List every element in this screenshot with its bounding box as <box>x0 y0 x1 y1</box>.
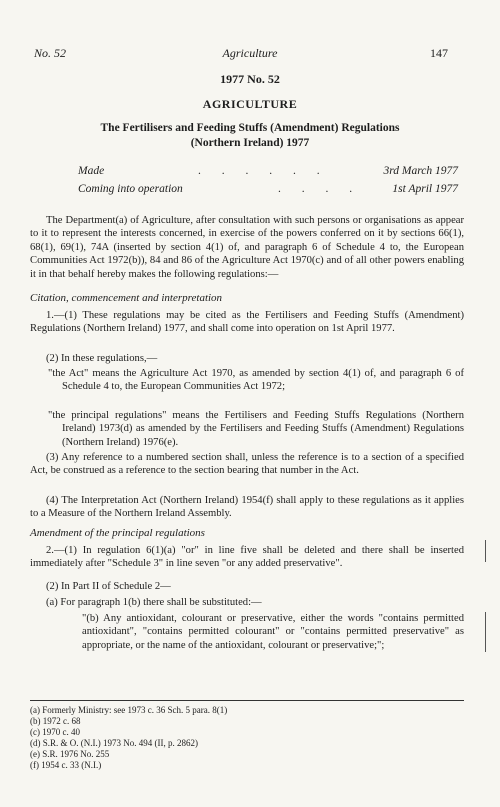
regulation-1-4: (4) The Interpretation Act (Northern Ireland) 1954(f) shall apply to these regulations as it applies to a Measure of the Northern Ireland Assembly. <box>30 495 464 520</box>
header-subject: Agriculture <box>222 46 278 60</box>
section-heading-citation: Citation, commencement and interpretation <box>30 292 223 304</box>
title-line-1: The Fertilisers and Feeding Stuffs (Amendment) Regulations <box>100 122 400 134</box>
definition-the-act <box>48 367 464 394</box>
definition-principal-regulations-text: "the principal regulations" means the Fertilisers and Feeding Stuffs Regulations (Northern Ireland) 1973(d) as amended by the Fertilisers and Feeding Stuffs (Amendment) Regulations (Northern Ireland) 1976(e). <box>48 410 464 448</box>
substituted-paragraph: "(b) Any antioxidant, colourant or preservative, either the words "contains permitted antioxidant", "contains permitted colourant" or "contains permitted preservative" as appropriate, or the name of the antioxidant, colourant or preservative;"; <box>82 613 464 651</box>
section-heading-amendment: Amendment of the principal regulations <box>30 527 205 539</box>
regulation-1-2: (2) In these regulations,— <box>46 353 158 364</box>
footnotes <box>30 705 227 771</box>
regulation-2-1: 2.—(1) In regulation 6(1)(a) "or" in line five shall be deleted and there shall be inserted immediately after "Schedule 3" in line seven "or any added preservative". <box>30 545 464 570</box>
footnote-e: (e) S.R. 1976 No. 255 <box>30 749 110 759</box>
regulation-2-2: (2) In Part II of Schedule 2— <box>46 581 171 592</box>
footnote-divider <box>30 700 464 701</box>
made-row <box>78 165 458 177</box>
operation-label: Coming into operation <box>78 183 183 195</box>
margin-mark <box>485 540 486 562</box>
regulation-2-2-a: (a) For paragraph 1(b) there shall be substituted:— <box>46 597 262 608</box>
footnote-a: (a) Formerly Ministry: see 1973 c. 36 Sch. 5 para. 8(1) <box>30 705 228 715</box>
operation-date: 1st April 1977 <box>392 183 458 195</box>
operation-row <box>78 183 458 195</box>
definition-the-act-text: "the Act" means the Agriculture Act 1970, as amended by section 4(1) of, and paragraph 6 of Schedule 4 to, the European Communities Act 1972; <box>48 368 464 393</box>
made-label: Made <box>78 165 105 177</box>
footnote-b: (b) 1972 c. 68 <box>30 716 81 726</box>
definition-principal-regulations <box>48 409 464 449</box>
preamble: The Department(a) of Agriculture, after consultation with such persons or organisations as appear to it to represent the interests concerned, in exercise of the powers conferred on it by sections 66(1), 68(1), 69(1), 74A (inserted by section 4(1) of, and paragraph 6 of Schedule 4 to, the European Communities Act 1972(b)), 84 and 86 of the Agriculture Act 1970(c) and of all other powers enabling it in that behalf hereby makes the following regulations:— <box>30 215 464 280</box>
footnote-c: (c) 1970 c. 40 <box>30 727 80 737</box>
topic-heading: AGRICULTURE <box>202 97 298 111</box>
instrument-number: 1977 No. 52 <box>220 72 280 86</box>
footnote-d: (d) S.R. & O. (N.I.) 1973 No. 494 (II, p. 2862) <box>30 738 198 748</box>
made-date: 3rd March 1977 <box>383 165 458 177</box>
title-line-2: (Northern Ireland) 1977 <box>190 137 310 149</box>
page-number: 147 <box>430 46 448 60</box>
header-number: No. 52 <box>34 46 67 60</box>
document-title <box>0 121 500 151</box>
made-dots: . . . . . . <box>198 165 329 177</box>
regulation-1-3: (3) Any reference to a numbered section shall, unless the reference is to a section of a specified Act, be construed as a reference to the section bearing that number in the Act. <box>30 452 464 477</box>
operation-dots: . . . . <box>278 183 362 195</box>
footnote-f: (f) 1954 c. 33 (N.I.) <box>30 760 102 770</box>
regulation-1-1: 1.—(1) These regulations may be cited as the Fertilisers and Feeding Stuffs (Amendment) Regulations (Northern Ireland) 1977, and shall come into operation on 1st April 1977. <box>30 310 464 335</box>
margin-mark <box>485 612 486 652</box>
